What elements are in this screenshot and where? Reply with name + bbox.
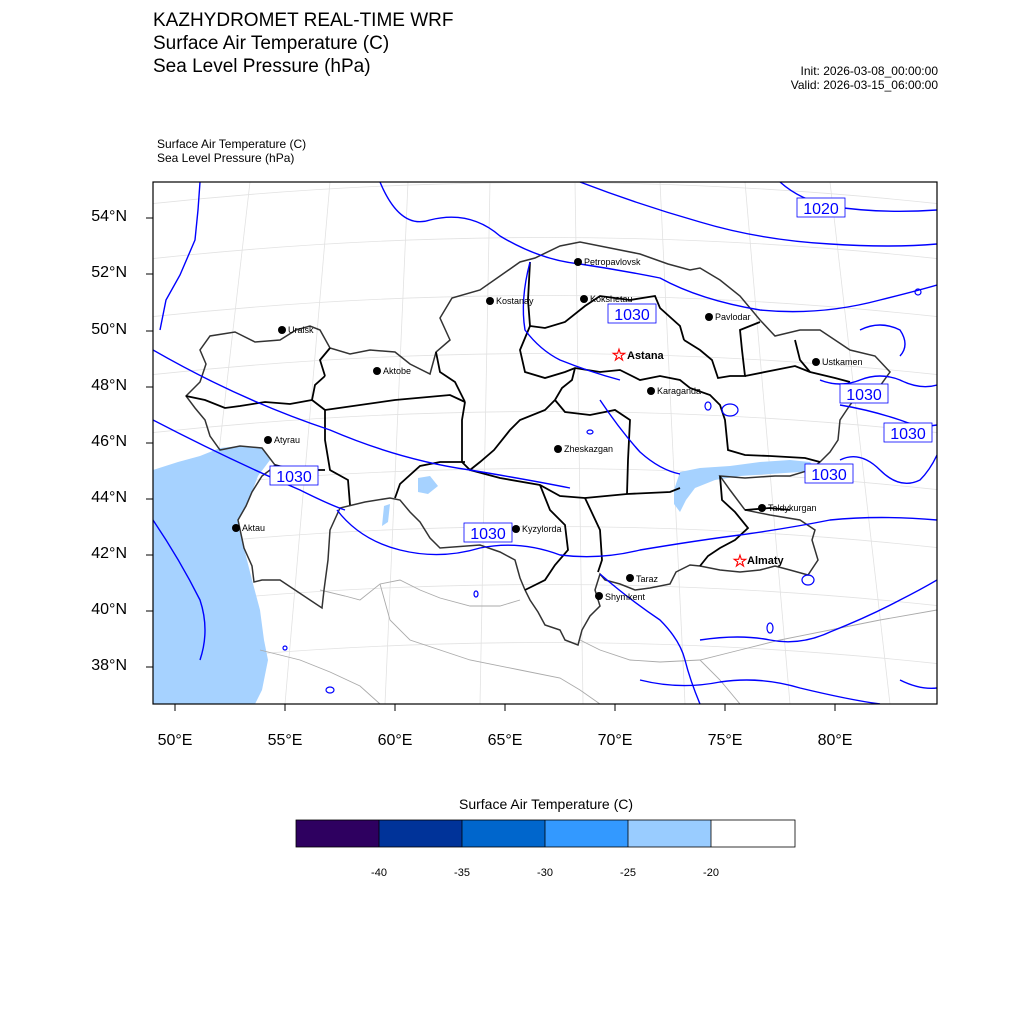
colorbar-title: Surface Air Temperature (C) [458, 796, 634, 812]
city-label: Kostanay [496, 296, 534, 306]
colorbar-box [296, 820, 379, 847]
lat-label: 48°N [91, 377, 127, 394]
city-dot [580, 295, 588, 303]
lon-label: 70°E [597, 732, 633, 749]
lon-label: 80°E [817, 732, 853, 749]
city-label: Karaganda [657, 386, 702, 396]
lat-label: 42°N [91, 545, 127, 562]
city-label-capital: Astana [627, 350, 664, 362]
city-label-capital: Almaty [747, 555, 784, 567]
isobar-label: 1030 [890, 426, 926, 443]
isobar-label: 1020 [803, 201, 839, 218]
city-label: Aktau [242, 523, 266, 533]
isobar-label: 1030 [614, 307, 650, 324]
city-label: Shymkent [605, 592, 646, 602]
colorbar-box [462, 820, 545, 847]
city-label: Kyzylorda [522, 524, 562, 534]
colorbar-label: -25 [620, 867, 636, 879]
small-isobars [283, 289, 921, 693]
title-line-1: KAZHYDROMET REAL-TIME WRF [153, 10, 454, 31]
city-dot [512, 525, 520, 533]
lon-label: 55°E [267, 732, 303, 749]
init-time: Init: 2026-03-08_00:00:00 [800, 64, 938, 78]
lon-label: 75°E [707, 732, 743, 749]
colorbar-box [711, 820, 795, 847]
lat-label: 38°N [91, 657, 127, 674]
city-label: Atyrau [274, 435, 301, 445]
colorbar-box [379, 820, 462, 847]
city-label: Taraz [636, 574, 659, 584]
lat-label: 44°N [91, 489, 127, 506]
city-dot [812, 358, 820, 366]
isobar-label: 1030 [276, 469, 312, 486]
city-label: Taldykurgan [768, 503, 817, 513]
city-label: Kokshetau [590, 294, 633, 304]
isobar-label: 1030 [846, 387, 882, 404]
aral-sea-west [382, 504, 390, 526]
title-line-3: Sea Level Pressure (hPa) [153, 56, 371, 77]
lat-label: 50°N [91, 321, 127, 338]
city-dot [373, 367, 381, 375]
isobar-label: 1030 [811, 467, 847, 484]
subtitle-line-2: Sea Level Pressure (hPa) [157, 151, 295, 165]
valid-time: Valid: 2026-03-15_06:00:00 [790, 78, 938, 92]
title-line-2: Surface Air Temperature (C) [153, 33, 390, 54]
city-label: Aktobe [383, 366, 412, 376]
lat-label: 54°N [91, 208, 127, 225]
colorbar-label: -30 [537, 867, 553, 879]
lon-label: 65°E [487, 732, 523, 749]
city-dot [264, 436, 272, 444]
subtitle-line-1: Surface Air Temperature (C) [157, 137, 307, 151]
isobar-labels [270, 198, 932, 543]
city-label: Uralsk [288, 325, 314, 335]
city-label: Petropavlovsk [584, 257, 641, 267]
lat-label: 46°N [91, 433, 127, 450]
colorbar-label: -20 [703, 867, 719, 879]
city-dot [705, 313, 713, 321]
colorbar-label: -40 [371, 867, 387, 879]
lat-label: 52°N [91, 264, 127, 281]
city-dot [626, 574, 634, 582]
city-dot [595, 592, 603, 600]
colorbar-box [628, 820, 711, 847]
city-label: Zheskazgan [564, 444, 614, 454]
city-dot [647, 387, 655, 395]
city-dot [758, 504, 766, 512]
city-dot [554, 445, 562, 453]
aral-sea [418, 476, 438, 494]
isobar-label: 1030 [470, 526, 506, 543]
lon-label: 60°E [377, 732, 413, 749]
lat-label: 40°N [91, 601, 127, 618]
colorbar-box [545, 820, 628, 847]
almaty-star-icon: ★ [733, 553, 747, 570]
city-dot [574, 258, 582, 266]
city-label: Ustkamen [822, 357, 863, 367]
city-label: Pavlodar [715, 312, 751, 322]
colorbar [295, 819, 797, 849]
city-dot [278, 326, 286, 334]
city-dot [486, 297, 494, 305]
lon-label: 50°E [157, 732, 193, 749]
city-dot [232, 524, 240, 532]
colorbar-label: -35 [454, 867, 470, 879]
astana-star-icon: ★ [612, 347, 626, 364]
